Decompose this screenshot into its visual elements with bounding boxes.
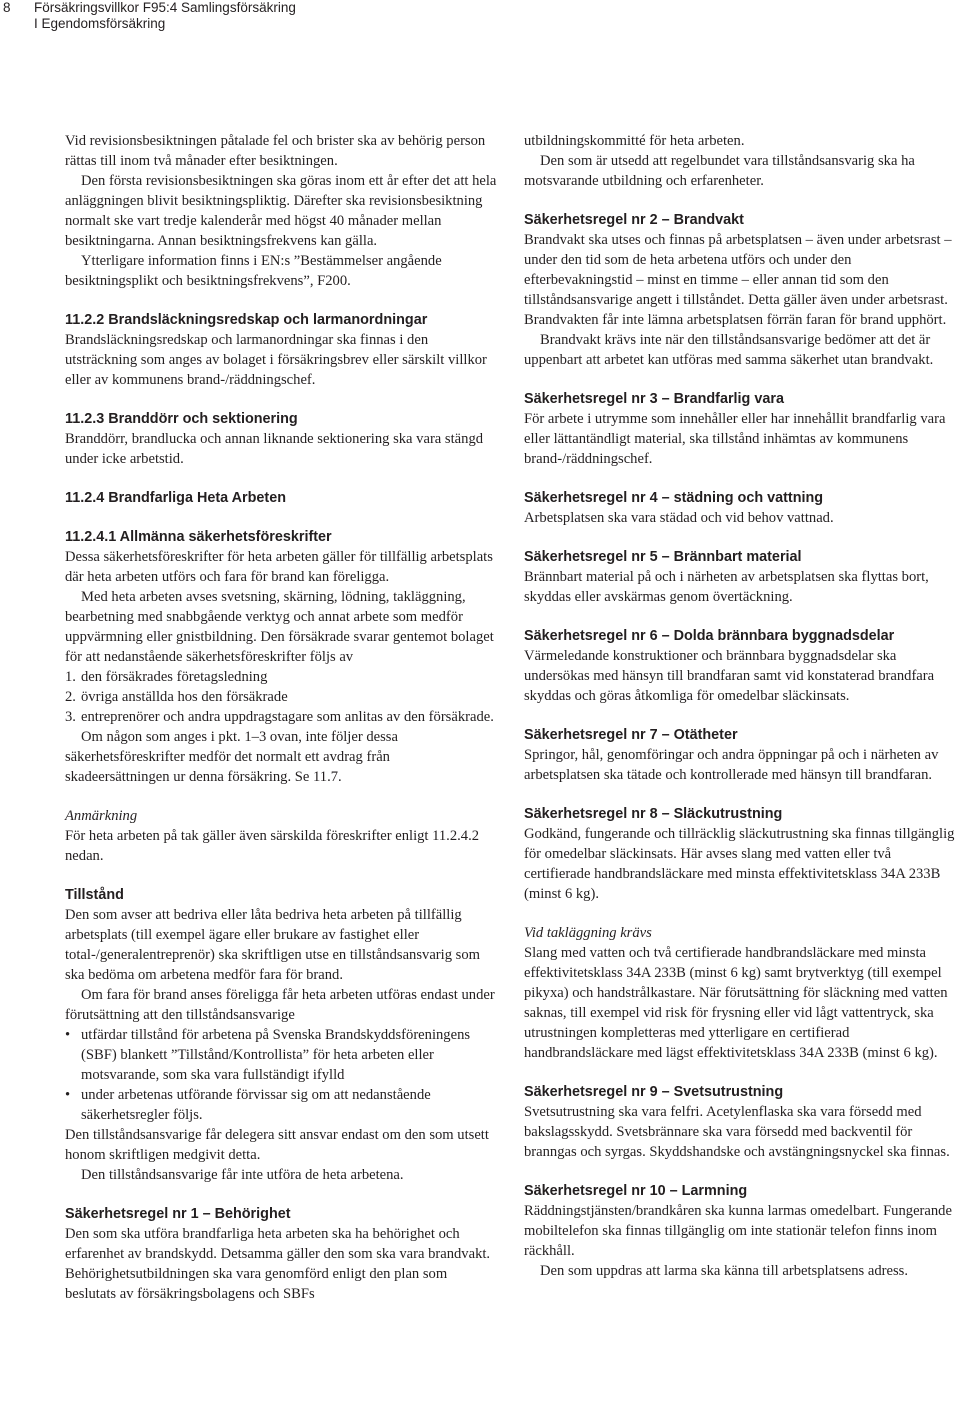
intro-paragraph-1: Vid revisionsbesiktningen påtalade fel och brister ska av behörig person rättas till inom två månader efter besiktningen. [65,133,486,169]
rule-9-text: Svetsutrustning ska vara felfri. Acetylenflaska ska vara försedd med bakslagsskydd. Svetsbrännare ska vara försedd med backventil för branngas och syrgas. Skyddshandske och avstängningsnyckel ska finnas. [524,1104,950,1160]
list-item [65,707,497,727]
running-title-line1: Försäkringsvillkor F95:4 Samlingsförsäkring [34,0,296,15]
left-column [65,131,497,1304]
tillstand-paragraph-3: Den tillståndsansvarige får delegera sitt ansvar endast om den som utsett honom skriftligen medgivit detta. [65,1127,489,1163]
rule-3-text: För arbete i utrymme som innehåller eller har innehållit brandfarlig vara eller lättantändligt material, ska tillstånd inhämtas av kommunens brand-/räddningschef. [524,411,946,467]
rule-8-sub-label: Vid takläggning krävs [524,925,652,941]
continued-paragraph-2: Den som är utsedd att regelbundet vara tillståndsansvarig ska ha motsvarande utbildning och erfarenheter. [524,153,915,189]
rule-2-paragraph-1: Brandvakt ska utses och finnas på arbetsplatsen – även under arbetsrast – under den tid som de heta arbetena utförs och under den efterbevakningstid – minst en timme – eller annan tid som den tillståndsansvarige angett i tillståndet. Detta gäller även under arbetsrast. Brandvakten får inte lämna arbetsplatsen förrän faran för brand upphört. [524,232,952,328]
bullet-text: utfärdar tillstånd för arbetena på Svenska Brandskyddsföreningens (SBF) blankett ”Tillstånd/Kontrollista” för heta arbeten eller motsvarande, som ska vara fullständigt ifylld [81,1027,471,1083]
list-item [65,687,497,707]
list-item [65,667,497,687]
rule-6-text: Värmeledande konstruktioner och brännbara byggnadsdelar ska undersökas med hänsyn till brandfaran samt vid konstaterad brandfara skyddas och göras åtkomliga för omedelbar släckinsats. [524,648,935,704]
intro-paragraph-3: Ytterligare information finns i EN:s ”Bestämmelser angående besiktningsplikt och besiktningsfrekvens”, F200. [65,253,442,289]
rule-1-heading: Säkerhetsregel nr 1 – Behörighet [65,1206,291,1222]
rule-3-heading: Säkerhetsregel nr 3 – Brandfarlig vara [524,391,784,407]
rule-5-heading: Säkerhetsregel nr 5 – Brännbart material [524,549,802,565]
right-column [524,131,960,1281]
tillstand-paragraph-2: Om fara för brand anses föreligga får heta arbeten utföras endast under förutsättning att den tillståndsansvarige [65,987,495,1023]
rule-10-heading: Säkerhetsregel nr 10 – Larmning [524,1183,748,1199]
section-text-11-2-4-1-p2: Med heta arbeten avses svetsning, skärning, lödning, takläggning, bearbetning med snabbgående verktyg och annat arbete som medför uppvärmning eller gnistbildning. Den försäkrade svarar gentemot bolaget för att nedanstående säkerhetsföreskrifter följs av [65,589,494,665]
intro-paragraph-2: Den första revisionsbesiktningen ska göras inom ett år efter det att hela anläggningen blivit besiktningspliktig. Därefter ska revisionsbesiktning normalt ske vart tredje kalenderår med högst 40 månader mellan besiktningarna. Annan besiktningsfrekvens kan gälla. [65,173,497,249]
rule-4-text: Arbetsplatsen ska vara städad och vid behov vattnad. [524,510,834,526]
bullet-item [65,1025,497,1085]
rule-9-heading: Säkerhetsregel nr 9 – Svetsutrustning [524,1084,784,1100]
rule-2-paragraph-2: Brandvakt krävs inte när den tillståndsansvarige bedömer att det är uppenbart att arbetet kan utföras med samma säkerhet utan brandvakt. [524,332,934,368]
list-item-text: övriga anställda hos den försäkrade [81,689,288,705]
tillstand-heading: Tillstånd [65,887,124,903]
bullet-text: under arbetenas utförande förvissar sig om att nedanstående säkerhetsregler följs. [81,1087,431,1123]
list-marker: 3. [65,709,76,725]
section-heading-11-2-3: 11.2.3 Branddörr och sektionering [65,411,298,427]
list-marker: 2. [65,689,76,705]
section-text-11-2-2: Brandsläckningsredskap och larmanordningar ska finnas i den utsträckning som anges av bolaget i försäkringsbrev eller särskilt villkor eller av kommunens brand-/räddningschef. [65,332,487,388]
bullet-marker: • [65,1087,71,1103]
section-text-11-2-3: Branddörr, brandlucka och annan liknande sektionering ska vara stängd under icke arbetstid. [65,431,484,467]
section-heading-11-2-2: 11.2.2 Brandsläckningsredskap och larmanordningar [65,312,428,328]
section-heading-11-2-4: 11.2.4 Brandfarliga Heta Arbeten [65,490,287,506]
rule-8-text: Godkänd, fungerande och tillräcklig släckutrustning ska finnas tillgänglig för omedelbar släckinsats. Här avses slang med vatten eller två certifierade handbrandsläckare med minsta effektivitetsklass 34A 233B (minst 6 kg). [524,826,955,902]
rule-8-heading: Säkerhetsregel nr 8 – Släckutrustning [524,806,783,822]
rule-6-heading: Säkerhetsregel nr 6 – Dolda brännbara byggnadsdelar [524,628,895,644]
bullet-item [65,1085,497,1125]
rule-8-sub-text: Slang med vatten och två certifierade handbrandsläckare med minsta effektivitetsklass 34A 233B (minst 6 kg) samt brytverktyg (till exempel pikyxa) och handstrålkastare. När förutsättning för släckning med vatten saknas, till exempel vid risk för frysning eller vid lågt vattentryck, ska utrustningen kompletteras med ytterligare en certifierad handbrandsläckare med lägst effektivitetsklass 34A 233B (minst 6 kg). [524,945,948,1061]
rule-10-paragraph-2: Den som uppdras att larma ska känna till arbetsplatsens adress. [540,1263,908,1279]
tillstand-paragraph-1: Den som avser att bedriva eller låta bedriva heta arbeten på tillfällig arbetsplats (till exempel ägare eller brukare av fastighet eller total-/generalentreprenör) ska skriftligen utse en tillståndsansvarig som ska bedöma om arbetena medför fara för brand. [65,907,480,983]
bullet-marker: • [65,1027,71,1043]
running-title [34,0,296,32]
section-heading-11-2-4-1: 11.2.4.1 Allmänna säkerhetsföreskrifter [65,529,332,545]
rule-5-text: Brännbart material på och i närheten av arbetsplatsen ska flyttas bort, skyddas eller avskärmas genom övertäckning. [524,569,929,605]
rule-7-text: Springor, hål, genomföringar och andra öppningar på och i närheten av arbetsplatsen ska tätade och kontrollerade med hänsyn till brandfaran. [524,747,939,783]
rule-4-heading: Säkerhetsregel nr 4 – städning och vattning [524,490,824,506]
section-text-11-2-4-1-p1: Dessa säkerhetsföreskrifter för heta arbeten gäller för tillfällig arbetsplats där heta arbeten utförs och fara för brand kan föreligga. [65,549,493,585]
list-item-text: entreprenörer och andra uppdragstagare som anlitas av den försäkrade. [81,709,494,725]
rule-2-heading: Säkerhetsregel nr 2 – Brandvakt [524,212,744,228]
note-text: För heta arbeten på tak gäller även särskilda föreskrifter enligt 11.2.4.2 nedan. [65,828,480,864]
rule-7-heading: Säkerhetsregel nr 7 – Otätheter [524,727,738,743]
running-title-line2: I Egendomsförsäkring [34,16,166,31]
page-number: 8 [3,0,11,15]
list-marker: 1. [65,669,76,685]
section-text-11-2-4-1-p3: Om någon som anges i pkt. 1–3 ovan, inte följer dessa säkerhetsföreskrifter medför det normalt ett avdrag från skadeersättningen ur denna försäkring. Se 11.7. [65,729,398,785]
continued-paragraph-1: utbildningskommitté för heta arbeten. [524,133,745,149]
tillstand-paragraph-4: Den tillståndsansvarige får inte utföra de heta arbetena. [81,1167,404,1183]
rule-10-paragraph-1: Räddningstjänsten/brandkåren ska kunna larmas omedelbart. Fungerande mobiltelefon ska finnas tillgänglig om inte stationär telefon finns inom räckhåll. [524,1203,952,1259]
rule-1-text: Den som ska utföra brandfarliga heta arbeten ska ha behörighet och erfarenhet av brandskydd. Detsamma gäller den som ska vara brandvakt. Behörighetsutbildningen ska vara genomförd enligt den plan som beslutats av försäkringsbolagens och SBFs [65,1226,491,1302]
note-label: Anmärkning [65,808,138,824]
list-item-text: den försäkrades företagsledning [81,669,268,685]
